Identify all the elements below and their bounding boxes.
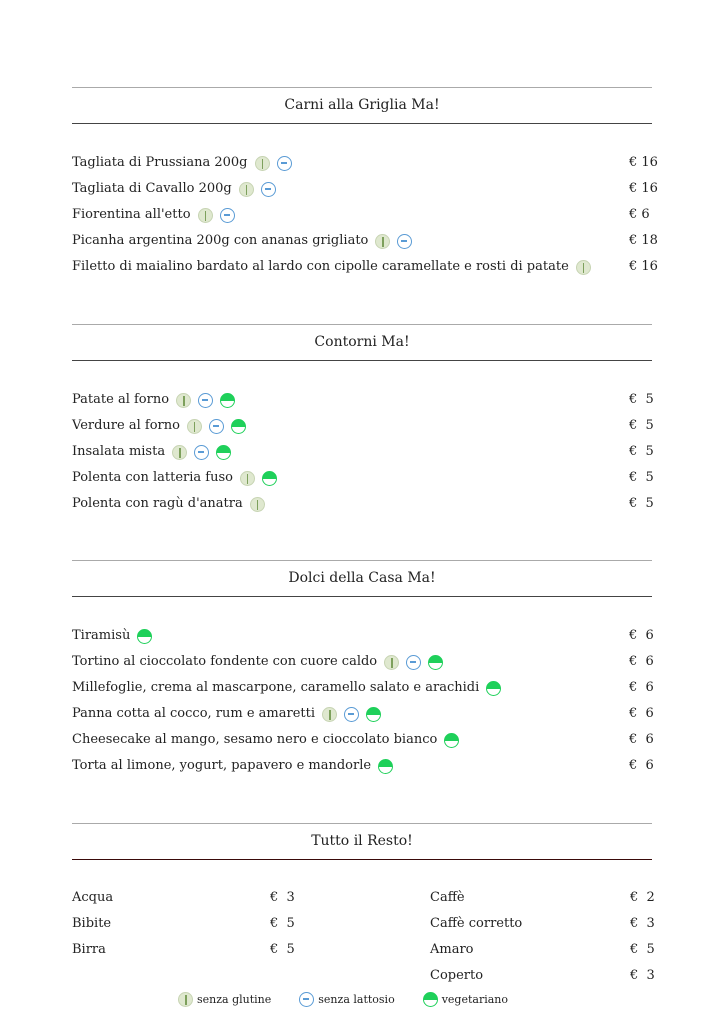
gluten-free-icon xyxy=(322,707,337,722)
divider xyxy=(72,123,652,124)
item-price: € 6 xyxy=(629,732,654,747)
item-price: € 5 xyxy=(629,444,654,459)
vegetarian-icon xyxy=(137,629,152,644)
item-name: Bibite xyxy=(72,916,112,931)
gluten-free-icon xyxy=(576,260,591,275)
item-name: Polenta con ragù d'anatra xyxy=(72,496,243,511)
gluten-free-icon xyxy=(384,655,399,670)
item-price: € 5 xyxy=(629,496,654,511)
lactose-free-icon xyxy=(277,156,292,171)
menu-item xyxy=(72,649,652,675)
item-price: € 3 xyxy=(630,968,655,983)
menu-section xyxy=(72,560,652,779)
item-name: Coperto xyxy=(430,968,484,983)
gluten-free-icon xyxy=(240,471,255,486)
menu-item xyxy=(72,387,652,413)
item-price: € 6 xyxy=(629,628,654,643)
item-name: Picanha argentina 200g con ananas grigliato xyxy=(72,233,369,248)
item-name: Birra xyxy=(72,942,106,957)
menu-item xyxy=(72,753,652,779)
menu-item xyxy=(72,623,652,649)
item-price: € 18 xyxy=(629,233,658,248)
menu-item xyxy=(72,675,652,701)
item-name: Panna cotta al cocco, rum e amaretti xyxy=(72,706,315,721)
gluten-free-icon xyxy=(250,497,265,512)
gluten-free-icon xyxy=(375,234,390,249)
item-name: Patate al forno xyxy=(72,392,170,407)
item-name: Fiorentina all'etto xyxy=(72,207,191,222)
vegetarian-icon xyxy=(423,992,438,1007)
vegetarian-icon xyxy=(231,419,246,434)
gluten-free-icon xyxy=(176,393,191,408)
legend-vegetarian: vegetariano xyxy=(441,993,508,1006)
item-name: Tortino al cioccolato fondente con cuore caldo xyxy=(72,654,378,669)
lactose-free-icon xyxy=(397,234,412,249)
item-name: Millefoglie, crema al mascarpone, caramello salato e arachidi xyxy=(72,680,480,695)
item-name: Tagliata di Cavallo 200g xyxy=(72,181,232,196)
item-name: Torta al limone, yogurt, papavero e mandorle xyxy=(72,758,372,773)
item-price: € 5 xyxy=(629,392,654,407)
item-name: Acqua xyxy=(72,890,114,905)
item-name: Insalata mista xyxy=(72,444,166,459)
item-name: Tagliata di Prussiana 200g xyxy=(72,155,248,170)
section-title: Contorni Ma! xyxy=(314,334,410,350)
vegetarian-icon xyxy=(428,655,443,670)
menu-item xyxy=(72,465,652,491)
legend xyxy=(178,992,536,1007)
divider xyxy=(72,859,652,860)
gluten-free-icon xyxy=(172,445,187,460)
item-name: Verdure al forno xyxy=(72,418,180,433)
item-price: € 5 xyxy=(629,418,654,433)
vegetarian-icon xyxy=(262,471,277,486)
section-title: Dolci della Casa Ma! xyxy=(288,570,436,586)
item-name: Filetto di maialino bardato al lardo con cipolle caramellate e rosti di patate xyxy=(72,259,569,274)
legend-lactose-free: senza lattosio xyxy=(318,993,395,1006)
lactose-free-icon xyxy=(220,208,235,223)
menu-item xyxy=(72,727,652,753)
menu-item xyxy=(72,439,652,465)
menu-section xyxy=(72,87,658,280)
item-price: € 5 xyxy=(630,942,655,957)
vegetarian-icon xyxy=(216,445,231,460)
vegetarian-icon xyxy=(486,681,501,696)
item-price: € 16 xyxy=(629,181,658,196)
menu-item xyxy=(72,254,658,280)
lactose-free-icon xyxy=(261,182,276,197)
lactose-free-icon xyxy=(209,419,224,434)
section-title: Tutto il Resto! xyxy=(311,833,413,849)
menu-item xyxy=(72,885,430,911)
item-price: € 6 xyxy=(629,654,654,669)
item-price: € 6 xyxy=(629,706,654,721)
item-price: € 16 xyxy=(629,259,658,274)
item-name: Caffè xyxy=(430,890,465,905)
item-price: € 6 xyxy=(629,680,654,695)
item-name: Amaro xyxy=(430,942,474,957)
vegetarian-icon xyxy=(444,733,459,748)
menu-item xyxy=(72,701,652,727)
item-price: € 5 xyxy=(629,470,654,485)
gluten-free-icon xyxy=(178,992,193,1007)
item-name: Caffè corretto xyxy=(430,916,523,931)
menu-section xyxy=(72,324,652,517)
lactose-free-icon xyxy=(406,655,421,670)
divider xyxy=(72,360,652,361)
item-price: € 3 xyxy=(630,916,655,931)
gluten-free-icon xyxy=(187,419,202,434)
gluten-free-icon xyxy=(239,182,254,197)
legend-gluten-free: senza glutine xyxy=(197,993,272,1006)
lactose-free-icon xyxy=(344,707,359,722)
item-name: Tiramisù xyxy=(72,628,131,643)
menu-item xyxy=(430,963,655,989)
section-title: Carni alla Griglia Ma! xyxy=(284,97,440,113)
menu-item xyxy=(72,150,658,176)
item-name: Polenta con latteria fuso xyxy=(72,470,233,485)
menu-item xyxy=(72,937,430,963)
menu-item xyxy=(72,202,652,228)
menu-item xyxy=(72,176,658,202)
menu-item xyxy=(430,937,655,963)
divider xyxy=(72,596,652,597)
vegetarian-icon xyxy=(220,393,235,408)
vegetarian-icon xyxy=(366,707,381,722)
section-tutto-il-resto xyxy=(72,823,655,989)
item-price: € 3 xyxy=(270,890,295,905)
item-name: Cheesecake al mango, sesamo nero e cioccolato bianco xyxy=(72,732,438,747)
lactose-free-icon xyxy=(194,445,209,460)
menu-item xyxy=(430,911,655,937)
gluten-free-icon xyxy=(198,208,213,223)
menu-item xyxy=(72,491,652,517)
item-price: € 2 xyxy=(630,890,655,905)
item-price: € 16 xyxy=(629,155,658,170)
vegetarian-icon xyxy=(378,759,393,774)
gluten-free-icon xyxy=(255,156,270,171)
lactose-free-icon xyxy=(198,393,213,408)
lactose-free-icon xyxy=(299,992,314,1007)
item-price: € 6 xyxy=(629,207,650,222)
item-price: € 5 xyxy=(270,942,295,957)
item-price: € 5 xyxy=(270,916,295,931)
menu-item xyxy=(430,885,655,911)
menu-item xyxy=(72,911,430,937)
menu-item xyxy=(72,228,658,254)
item-price: € 6 xyxy=(629,758,654,773)
menu-item xyxy=(72,413,652,439)
